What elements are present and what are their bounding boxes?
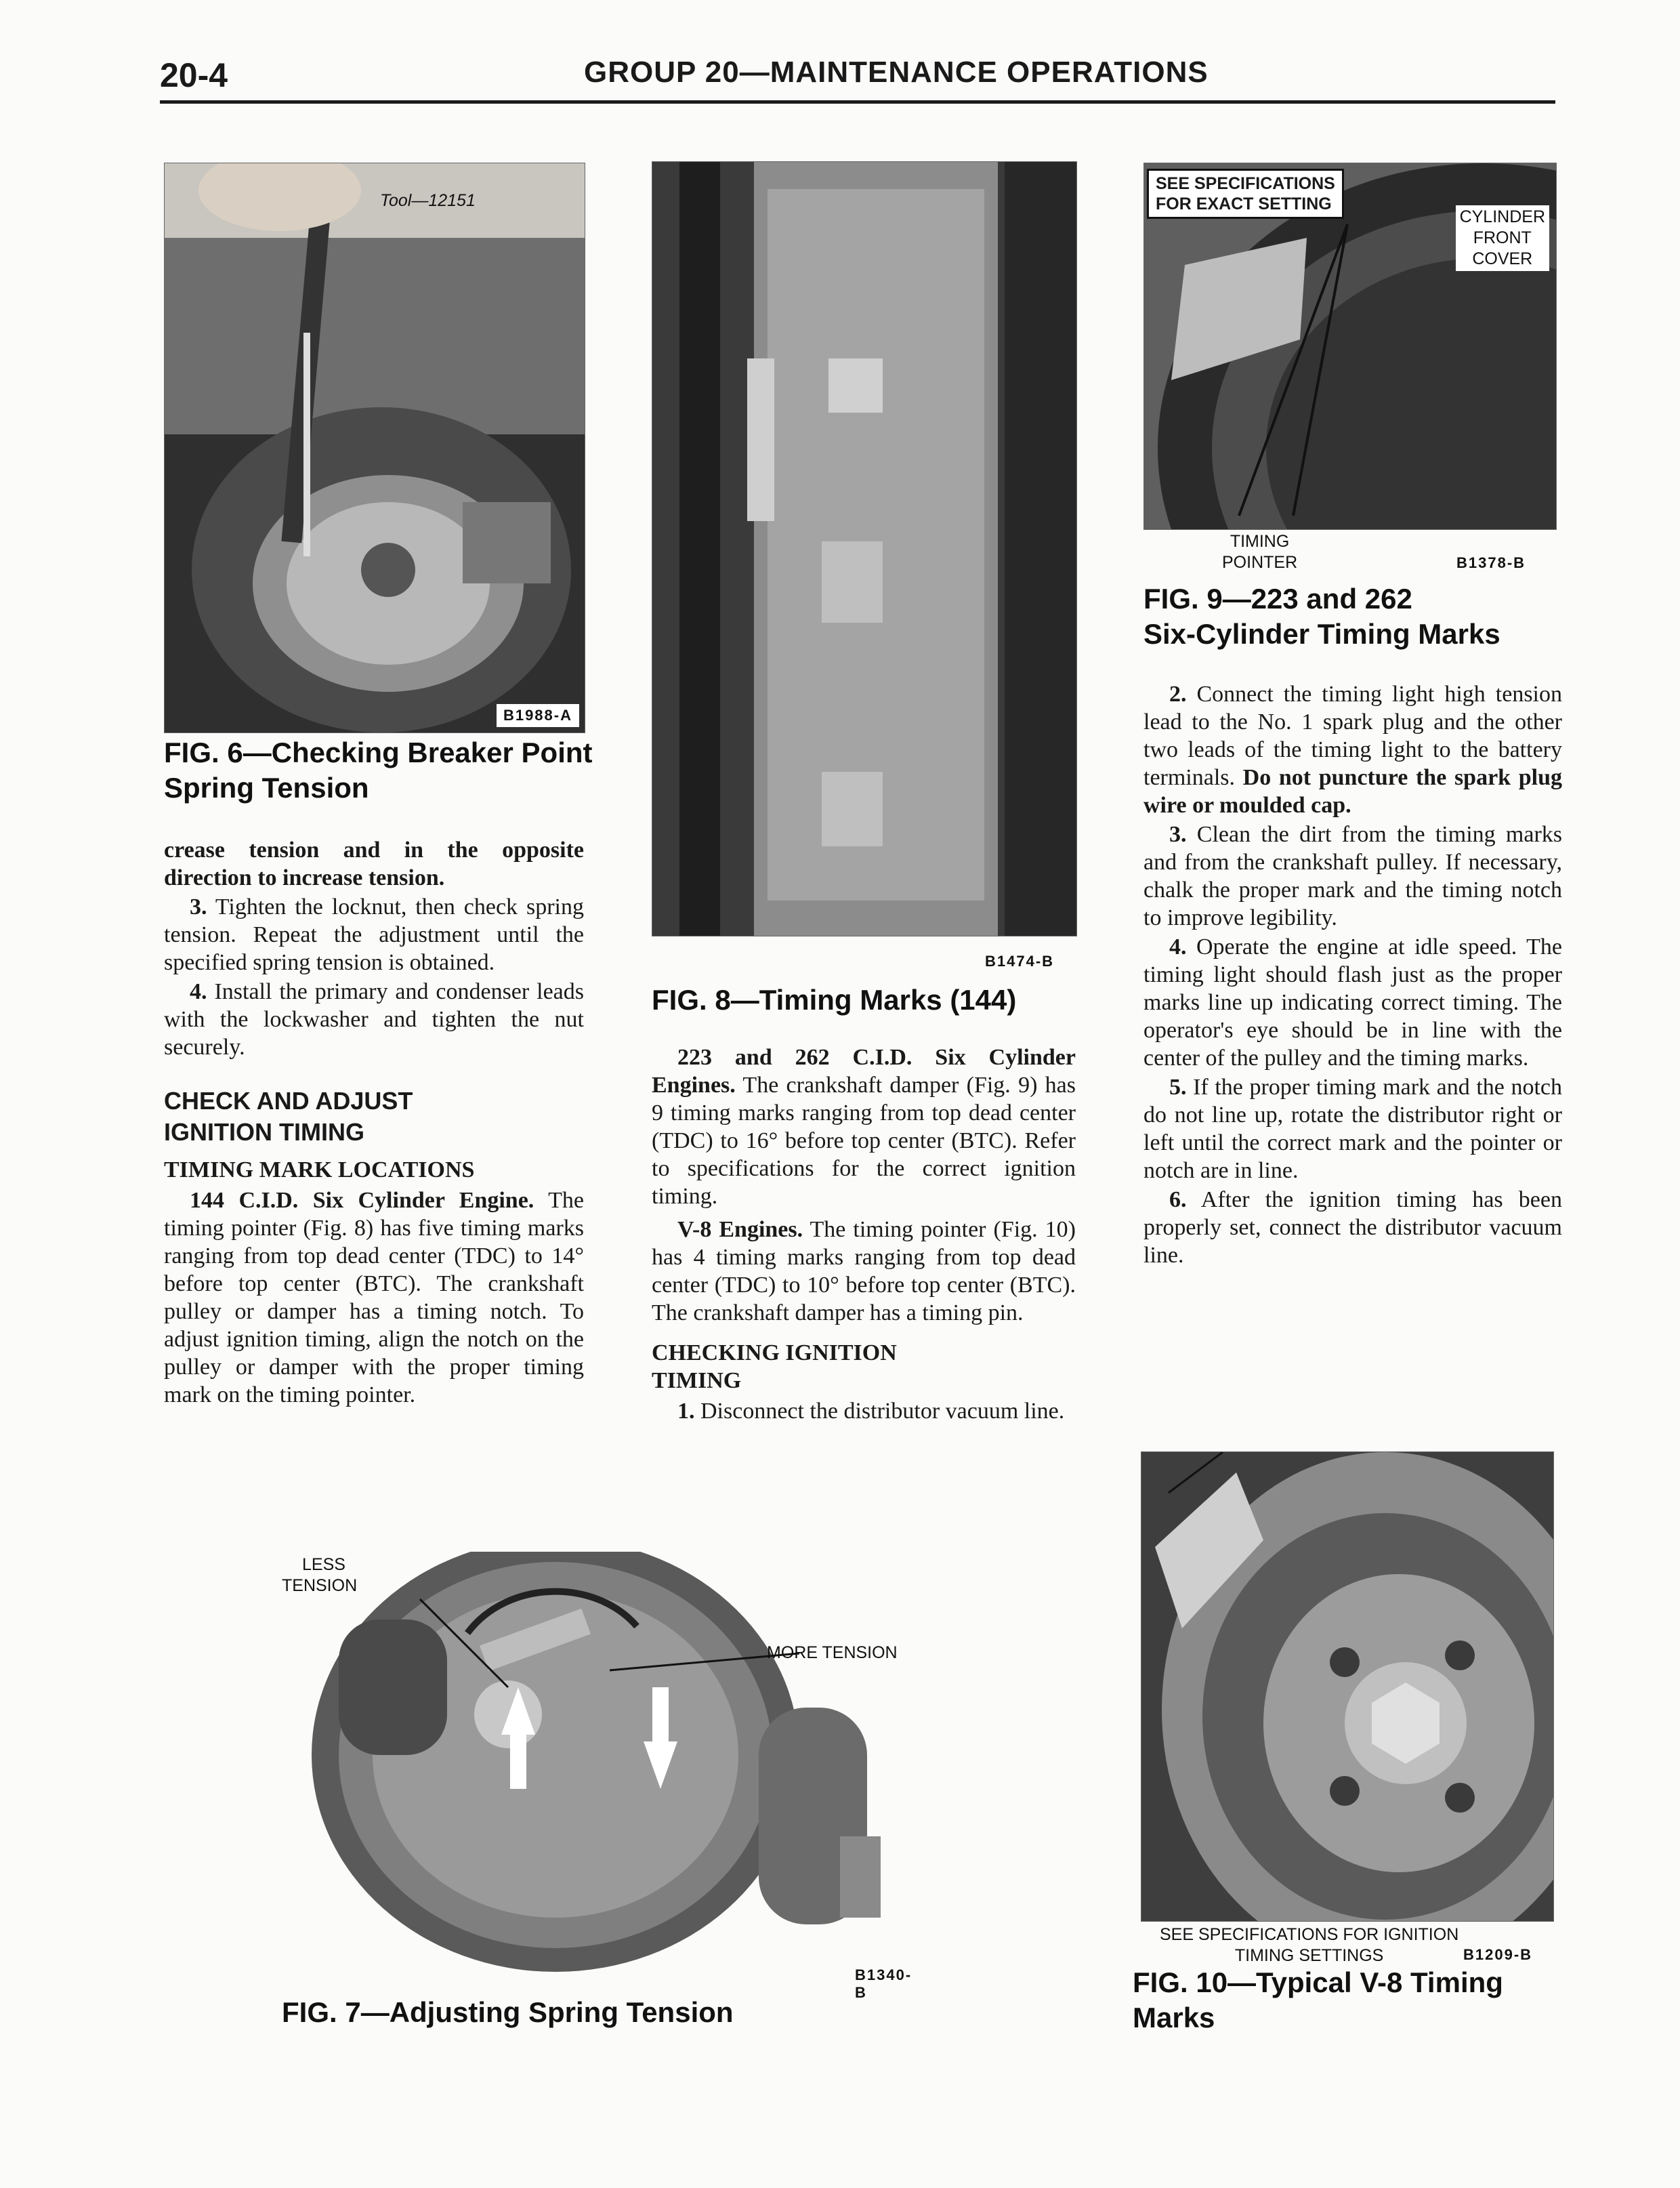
col2-step1: 1. Disconnect the distributor vacuum line. bbox=[677, 1399, 1065, 1424]
section-heading-line2: IGNITION TIMING bbox=[164, 1118, 364, 1146]
fig9-photo bbox=[1143, 163, 1557, 530]
fig10-caption-line1: FIG. 10—Typical V-8 Timing bbox=[1133, 1966, 1503, 1998]
col3-step5: 5. If the proper timing mark and the notch do not line up, rotate the distributor right or left until the correct mark and the pointer or notch are in line. bbox=[1143, 1075, 1563, 1183]
fig6-illustration bbox=[165, 163, 585, 732]
fig9-spec-callout bbox=[1147, 169, 1344, 219]
fig9-cover-line1: CYLINDER bbox=[1459, 207, 1545, 226]
fig9-caption-line1: FIG. 9—223 and 262 bbox=[1143, 583, 1412, 615]
fig6-caption-line1: FIG. 6—Checking Breaker Point bbox=[164, 737, 593, 768]
tool-label: Tool—12151 bbox=[380, 191, 476, 210]
fig10-caption bbox=[1133, 1965, 1566, 2036]
fig10-caption-line2: Marks bbox=[1133, 2002, 1215, 2034]
fig10-spec-line1: SEE SPECIFICATIONS FOR IGNITION bbox=[1160, 1925, 1459, 1944]
fig9-spec-line2: FOR EXACT SETTING bbox=[1156, 194, 1332, 213]
fig9-code: B1378-B bbox=[1456, 554, 1526, 571]
fig10-illustration bbox=[1141, 1452, 1553, 1921]
less-tension-line1: LESS bbox=[302, 1555, 345, 1574]
fig10-photo bbox=[1141, 1451, 1554, 1922]
section-heading-line1: CHECK AND ADJUST bbox=[164, 1087, 413, 1115]
col3-step2: 2. Connect the timing light high tension lead to the No. 1 spark plug and the other two leads of the timing light to the battery terminals. Do not puncture the spark plug wire or moulded cap. bbox=[1143, 682, 1562, 818]
fig9-cover-line2: FRONT bbox=[1473, 228, 1532, 247]
fig9-spec-line1: SEE SPECIFICATIONS bbox=[1156, 174, 1335, 193]
col2-v8: V-8 Engines. The timing pointer (Fig. 10) has 4 timing marks ranging from top dead center (TDC) to 10° before top center (BTC). The crankshaft damper has a timing pin. bbox=[652, 1217, 1076, 1325]
col2-engine223: 223 and 262 C.I.D. Six Cylinder Engines. The crankshaft damper (Fig. 9) has 9 timing marks ranging from top dead center (TDC) to 16° before top center (BTC). Refer to specifications for the correct ignition timing. bbox=[652, 1045, 1076, 1209]
page-title: GROUP 20—MAINTENANCE OPERATIONS bbox=[584, 56, 1209, 89]
checking-heading-line2: TIMING bbox=[652, 1368, 742, 1393]
col1-step4: 4. Install the primary and condenser leads with the lockwasher and tighten the nut securely. bbox=[164, 979, 584, 1060]
fig6-caption-line2: Spring Tension bbox=[164, 772, 369, 804]
fig7-code: B1340-B bbox=[855, 1966, 912, 2001]
fig9-caption bbox=[1143, 581, 1563, 652]
fig9-caption-line2: Six-Cylinder Timing Marks bbox=[1143, 618, 1500, 650]
section-heading bbox=[164, 1086, 584, 1148]
col1-engine144: 144 C.I.D. Six Cylinder Engine. The timing pointer (Fig. 8) has five timing marks ranging from top dead center (TDC) to 14° before top center (BTC). The crankshaft pulley or damper has a timing notch. To adjust ignition timing, align the notch on the pulley or damper with the proper timing mark on the timing pointer. bbox=[164, 1188, 584, 1407]
col1-continuation: crease tension and in the opposite direction to increase tension. bbox=[164, 838, 584, 890]
col3-step4: 4. Operate the engine at idle speed. The timing light should flash just as the proper marks line up indicating correct timing. The operator's eye should be in line with the center of the pulley and the timing marks. bbox=[1143, 934, 1562, 1071]
fig9-pointer-line2: POINTER bbox=[1222, 553, 1298, 572]
col1-step3: 3. Tighten the locknut, then check spring tension. Repeat the adjustment until the specified spring tension is obtained. bbox=[164, 894, 584, 975]
fig9-cover-line3: COVER bbox=[1472, 249, 1533, 268]
fig8-photo bbox=[652, 161, 1077, 936]
fig8-caption: FIG. 8—Timing Marks (144) bbox=[652, 984, 1017, 1016]
fig7-illustration bbox=[285, 1552, 908, 1999]
fig6-caption bbox=[164, 735, 597, 806]
fig7-photo bbox=[282, 1552, 912, 2001]
fig9-pointer-line1: TIMING bbox=[1230, 532, 1290, 551]
less-tension-label bbox=[282, 1554, 357, 1596]
checking-heading-line1: CHECKING IGNITION bbox=[652, 1340, 897, 1365]
fig6-code: B1988-A bbox=[497, 704, 579, 727]
fig10-spec-line2: TIMING SETTINGS bbox=[1234, 1946, 1384, 1965]
fig10-spec-label bbox=[1160, 1924, 1458, 1966]
fig10-code: B1209-B bbox=[1463, 1946, 1533, 1963]
fig8-code-label: B1474-B bbox=[985, 953, 1055, 970]
fig8-illustration bbox=[652, 162, 1076, 936]
col3-step3: 3. Clean the dirt from the timing marks and from the crankshaft pulley. If necessary, chalk the proper mark and the timing notch to improve legibility. bbox=[1143, 822, 1563, 930]
page-number: 20-4 bbox=[160, 56, 228, 94]
header-rule bbox=[160, 100, 1555, 104]
more-tension-label: MORE TENSION bbox=[767, 1643, 898, 1662]
column-1 bbox=[164, 836, 584, 1410]
column-3 bbox=[1143, 680, 1562, 1271]
fig9-pointer-label bbox=[1222, 531, 1297, 573]
checking-ignition-timing-heading bbox=[652, 1339, 1076, 1395]
fig6-photo bbox=[164, 163, 585, 733]
column-2 bbox=[652, 1044, 1076, 1426]
fig7-caption: FIG. 7—Adjusting Spring Tension bbox=[282, 1996, 734, 2028]
fig9-cover-callout bbox=[1456, 205, 1549, 271]
timing-mark-locations-heading: TIMING MARK LOCATIONS bbox=[164, 1157, 475, 1182]
less-tension-line2: TENSION bbox=[282, 1576, 358, 1595]
col3-step6: 6. After the ignition timing has been properly set, connect the distributor vacuum line. bbox=[1143, 1187, 1562, 1268]
